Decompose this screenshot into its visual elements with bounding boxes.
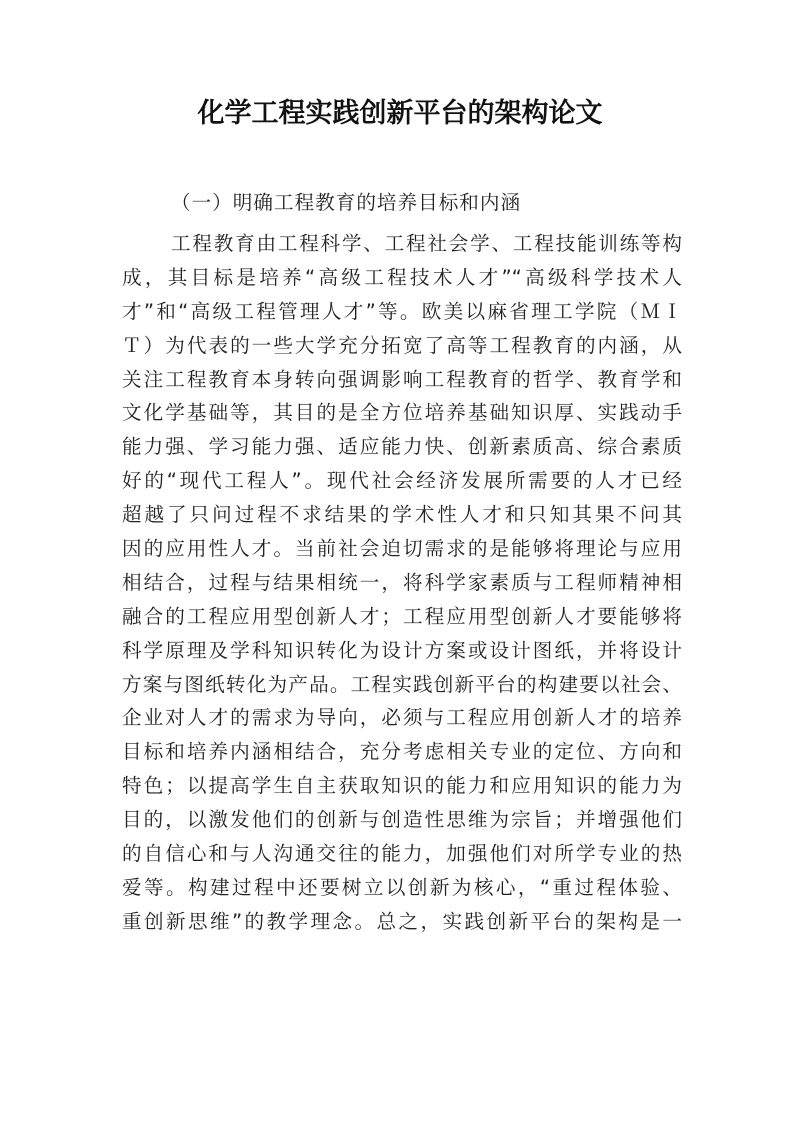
paragraph-line: 目标和培养内涵相结合，充分考虑相关专业的定位、方向和 <box>122 740 682 764</box>
paragraph-line: 相结合，过程与结果相统一，将科学家素质与工程师精神相 <box>122 570 682 594</box>
paragraph-line: Ｔ）为代表的一些大学充分拓宽了高等工程教育的内涵，从 <box>122 333 682 357</box>
paragraph-line: 超越了只问过程不求结果的学术性人才和只知其果不问其 <box>122 503 682 527</box>
paragraph-line: 工程教育由工程科学、工程社会学、工程技能训练等构 <box>171 232 682 255</box>
paragraph-line: 成，其目标是培养“高级工程技术人才”“高级科学技术人 <box>122 265 682 289</box>
paragraph-line: 方案与图纸转化为产品。工程实践创新平台的构建要以社会、 <box>122 672 682 696</box>
paragraph-line: 的自信心和与人沟通交往的能力，加强他们对所学专业的热 <box>122 842 682 866</box>
body-paragraph <box>122 227 682 939</box>
paragraph-line: 爱等。构建过程中还要树立以创新为核心，“重过程体验、 <box>122 875 682 899</box>
paragraph-line: 特色；以提高学生自主获取知识的能力和应用知识的能力为 <box>122 774 682 798</box>
paragraph-line: 关注工程教育本身转向强调影响工程教育的哲学、教育学和 <box>122 367 682 391</box>
paragraph-line: 融合的工程应用型创新人才；工程应用型创新人才要能够将 <box>122 604 682 628</box>
paragraph-line: 因的应用性人才。当前社会迫切需求的是能够将理论与应用 <box>122 537 682 561</box>
document-title: 化学工程实践创新平台的架构论文 <box>197 98 603 129</box>
paragraph-line: 好的“现代工程人”。现代社会经济发展所需要的人才已经 <box>122 469 682 493</box>
paragraph-line: 科学原理及学科知识转化为设计方案或设计图纸，并将设计 <box>122 638 682 662</box>
paragraph-line: 目的，以激发他们的创新与创造性思维为宗旨；并增强他们 <box>122 808 682 832</box>
paragraph-line: 才”和“高级工程管理人才”等。欧美以麻省理工学院（ＭＩ <box>122 299 682 323</box>
paragraph-line: 企业对人才的需求为导向，必须与工程应用创新人才的培养 <box>122 706 682 730</box>
section-heading: （一）明确工程教育的培养目标和内涵 <box>171 191 522 214</box>
paragraph-line: 文化学基础等，其目的是全方位培养基础知识厚、实践动手 <box>122 401 682 425</box>
paragraph-line: 能力强、学习能力强、适应能力快、创新素质高、综合素质 <box>122 435 682 459</box>
paragraph-line: 重创新思维”的教学理念。总之，实践创新平台的架构是一 <box>122 909 682 933</box>
